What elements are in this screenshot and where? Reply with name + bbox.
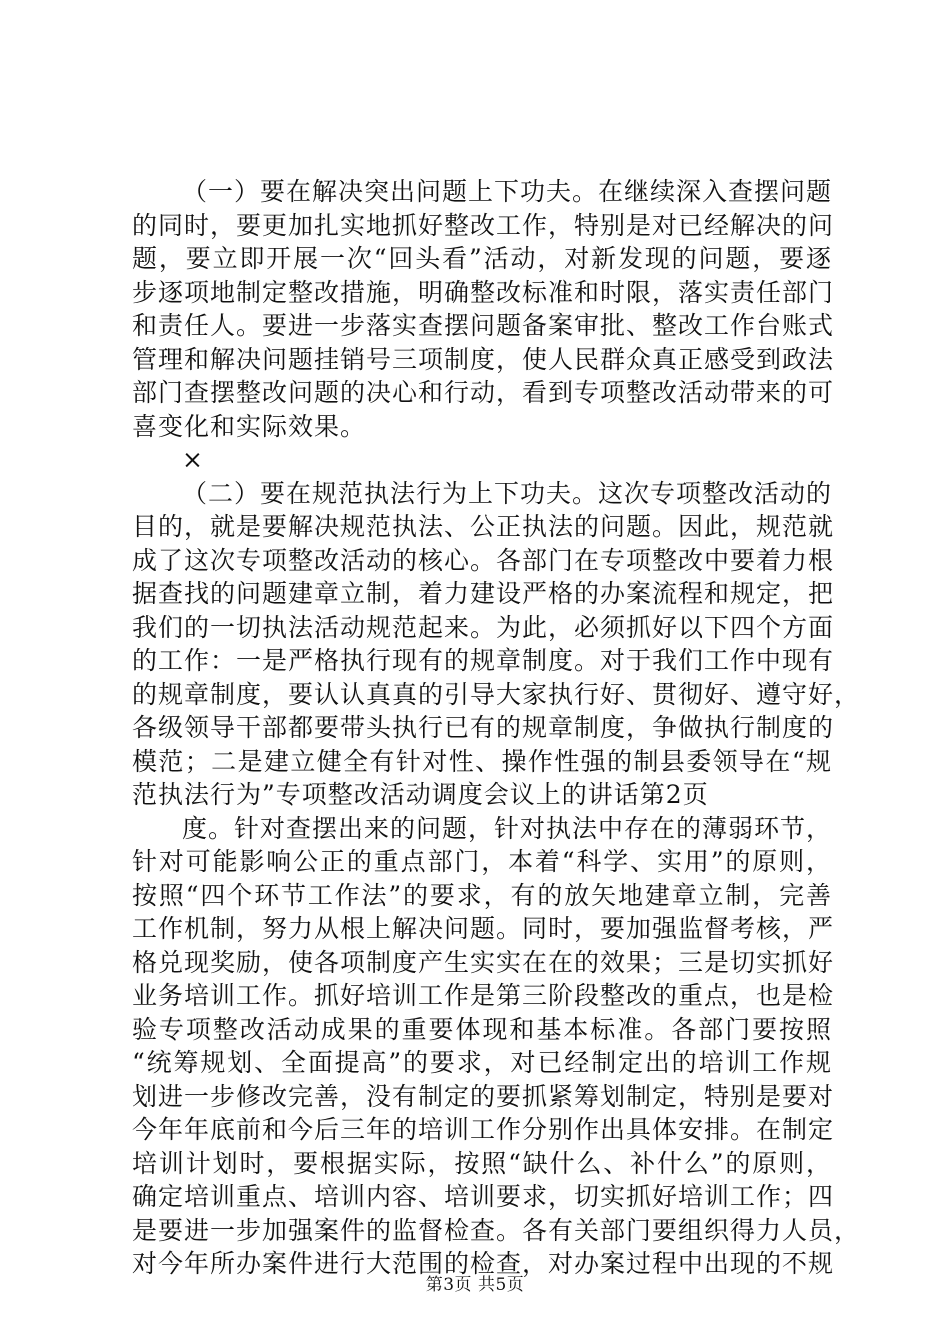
paragraph-line: 工作机制，努力从根上解决问题。同时，要加强监督考核，严 [132,914,835,943]
paragraph-line: “统筹规划、全面提高”的要求，对已经制定出的培训工作规 [132,1048,832,1077]
paragraph-line: 按照“四个环节工作法”的要求，有的放矢地建章立制，完善 [132,880,832,910]
paragraph-line: 的同时，要更加扎实地抓好整改工作，特别是对已经解决的问 [132,210,835,240]
paragraph-line: 格兑现奖励，使各项制度产生实实在在的效果；三是切实抓好 [132,947,835,977]
body-text [132,175,861,1281]
paragraph-line: 度。针对查摆出来的问题，针对执法中存在的薄弱环节， [182,813,833,843]
paragraph-line: （二）要在规范执法行为上下功夫。这次专项整改活动的 [182,478,833,508]
paragraph-line: 的规章制度，要认认真真的引导大家执行好、贯彻好、遵守好， [132,679,861,709]
paragraph-line: 的工作：一是严格执行现有的规章制度。对于我们工作中现有 [132,646,835,675]
paragraph-line: 部门查摆整改问题的决心和行动，看到专项整改活动带来的可 [132,378,835,407]
page-number-footer: 第3页 共5页 [425,1275,525,1295]
cross-mark: × [182,445,204,474]
paragraph-line: 模范；二是建立健全有针对性、操作性强的制县委领导在“规 [132,746,832,776]
paragraph-line: 据查找的问题建章立制，着力建设严格的办案流程和规定，把 [132,579,835,608]
paragraph-line: 和责任人。要进一步落实查摆问题备案审批、整改工作台账式 [132,311,835,340]
paragraph-line: 业务培训工作。抓好培训工作是第三阶段整改的重点，也是检 [132,981,835,1010]
paragraph-line: （一）要在解决突出问题上下功夫。在继续深入查摆问题 [182,177,833,206]
paragraph-line: 题，要立即开展一次“回头看”活动，对新发现的问题，要逐 [132,244,832,273]
paragraph-line: 验专项整改活动成果的重要体现和基本标准。各部门要按照 [132,1014,832,1044]
paragraph-line: 管理和解决问题挂销号三项制度，使人民群众真正感受到政法 [132,344,835,374]
paragraph-line: 划进一步修改完善，没有制定的要抓紧筹划制定，特别是要对 [132,1081,835,1111]
paragraph-line: 目的，就是要解决规范执法、公正执法的问题。因此，规范就 [132,512,835,541]
paragraph-line: 我们的一切执法活动规范起来。为此，必须抓好以下四个方面 [132,612,835,642]
paragraph-line: 成了这次专项整改活动的核心。各部门在专项整改中要着力根 [132,545,835,575]
paragraph-line: 步逐项地制定整改措施，明确整改标准和时限，落实责任部门 [132,277,835,307]
paragraph-line: 各级领导干部都要带头执行已有的规章制度，争做执行制度的 [132,713,835,742]
paragraph-line: 针对可能影响公正的重点部门，本着“科学、实用”的原则， [132,847,832,876]
paragraph-line: 今年年底前和今后三年的培训工作分别作出具体安排。在制定 [132,1115,835,1144]
paragraph-line: 对今年所办案件进行大范围的检查，对办案过程中出现的不规 [132,1249,835,1278]
paragraph-line: 喜变化和实际效果。 [132,411,367,441]
paragraph-line: 是要进一步加强案件的监督检查。各有关部门要组织得力人员， [132,1215,861,1245]
paragraph-line: 培训计划时，要根据实际，按照“缺什么、补什么”的原则， [132,1148,832,1178]
paragraph-line: 范执法行为”专项整改活动调度会议上的讲话第2页 [132,780,709,809]
paragraph-line: 确定培训重点、培训内容、培训要求，切实抓好培训工作；四 [132,1182,835,1211]
